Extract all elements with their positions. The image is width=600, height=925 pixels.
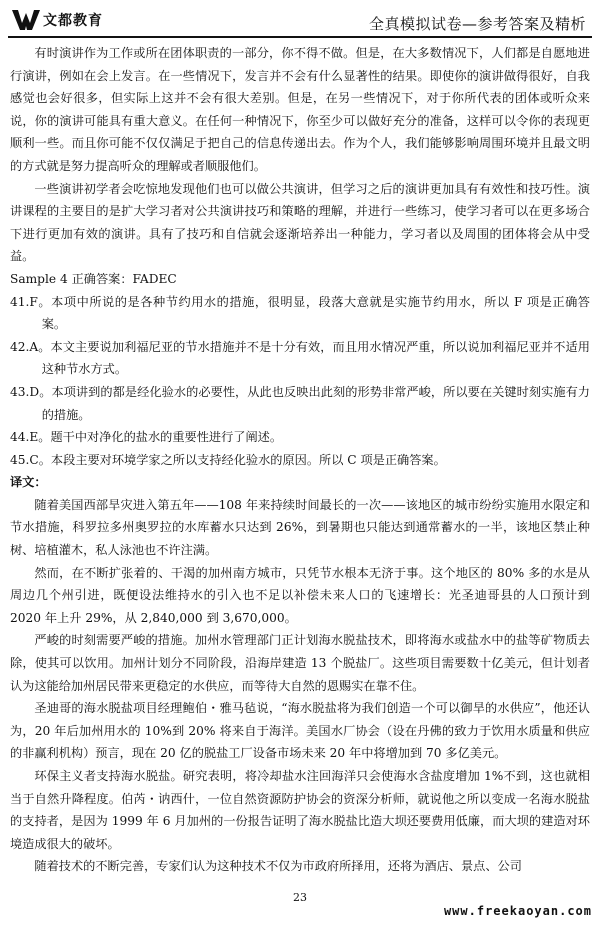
translation-paragraph-3: 严峻的时刻需要严峻的措施。加州水管理部门正计划海水脱盐技术，即将海水或盐水中的盐等矿物质去除，使其可以饮用。加州计划分不同阶段，沿海岸建造 13 个脱盐厂。这些项目需要数十亿美元，但计划者认为这能给加州居民带来更稳定的水供应，而等待大自然的恩赐实在靠不住。 bbox=[10, 633, 590, 693]
page-header bbox=[8, 6, 592, 38]
sample-answer-line: Sample 4 正确答案：FADEC bbox=[10, 271, 177, 286]
header-title: 全真模拟试卷—参考答案及精析 bbox=[368, 15, 586, 33]
translation-paragraph-4: 圣迪哥的海水脱盐项目经理鲍伯・雅马毡说，“海水脱盐将为我们创造一个可以御旱的水供应”，他还认为，20 年后加州用水的 10%到 20% 将来自于海洋。美国水厂协会（设在丹佛的致力于饮用水质量和供应的非赢利机构）预言，现在 20 亿的脱盐工厂设备市场未来 20 年中将增加到 70 多亿美元。 bbox=[10, 701, 590, 761]
translation-paragraph-2: 然而，在不断扩张着的、干渴的加州南方城市，只凭节水根本无济于事。这个地区的 80% 多的水是从周边几个州引进，既便设法维持水的引入也不足以补偿未来人口的飞速增长：光圣迪哥县的人口预计到 2020 年上升 29%，从 2,840,000 到 3,670,000。 bbox=[10, 565, 590, 625]
paragraph-1: 有时演讲作为工作或所在团体职责的一部分，你不得不做。但是，在大多数情况下，人们都是自愿地进行演讲，例如在会上发言。在一些情况下，发言并不会有什么显著性的结果。即使你的演讲做得很好，自我感觉也会好很多，但实际上这并不会有很大差别。但是，在另一些情况下，对于你所代表的团体或听众来说，你的演讲可能具有重大意义。在任何一种情况下，你至少可以做好充分的准备，这样可以令你的表现更顺利一些。而且你可能不仅仅满足于把自己的信息传递出去。作为个人，我们能够影响周围环境并且最文明的方式就是努力提高听众的理解或者顺服他们。 bbox=[10, 46, 590, 173]
brand-logo bbox=[12, 10, 103, 30]
paragraph-2: 一些演讲初学者会吃惊地发现他们也可以做公共演讲，但学习之后的演讲更加具有有效性和技巧性。演讲课程的主要目的是扩大学习者对公共演讲技巧和策略的理解，并进行一些练习，使学习者可以在更多场合下进行更加有效的演讲。具有了技巧和自信就会逐渐培养出一种能力，学习者以及周围的团体将会从中受益。 bbox=[10, 181, 590, 264]
translation-paragraph-5: 环保主义者支持海水脱盐。研究表明，将冷却盐水注回海洋只会使海水含盐度增加 1%不到，这也就相当于自然升降程度。伯芮・讷西什，一位自然资源防护协会的资深分析师，就说他之所以变成一名海水脱盐的支持者，是因为 1999 年 6 月加州的一份报告证明了海水脱盐比造大坝还要费用低廉，而大坝的建造对环境造成很大的破坏。 bbox=[10, 769, 590, 851]
translation-paragraph-1: 随着美国西部旱灾进入第五年——108 年来持续时间最长的一次——该地区的城市纷纷实施用水限定和节水措施，科罗拉多州奥罗拉的水库蓄水只达到 26%，到暑期也只能达到通常蓄水的一半，该地区禁止种树、培植灌木，私人泳池也不许注满。 bbox=[10, 497, 590, 558]
w-logo-icon bbox=[12, 10, 40, 30]
answer-42: 42.A。本文主要说加利福尼亚的节水措施并不是十分有效，而且用水情况严重，所以说加利福尼亚并不适用这种节水方式。 bbox=[10, 339, 590, 377]
answer-41: 41.F。本项中所说的是各种节约用水的措施，很明显，段落大意就是实施节约用水，所以 F 项是正确答案。 bbox=[10, 294, 590, 332]
answer-45: 45.C。本段主要对环境学家之所以支持经化验水的原因。所以 C 项是正确答案。 bbox=[10, 452, 446, 467]
answer-44: 44.E。题干中对净化的盐水的重要性进行了阐述。 bbox=[10, 430, 283, 445]
translation-label: 译文： bbox=[10, 475, 47, 490]
translation-paragraph-6: 随着技术的不断完善，专家们认为这种技术不仅为市政府所择用，还将为酒店、景点、公司 bbox=[34, 859, 522, 874]
page-number: 23 bbox=[293, 891, 307, 904]
page-content bbox=[10, 42, 590, 878]
answer-43: 43.D。本项讲到的都是经化验水的必要性，从此也反映出此刻的形势非常严峻，所以要在关键时刻实施有力的措施。 bbox=[10, 384, 590, 422]
watermark: www.freekaoyan.com bbox=[443, 904, 592, 918]
brand-name: 文都教育 bbox=[43, 13, 103, 29]
